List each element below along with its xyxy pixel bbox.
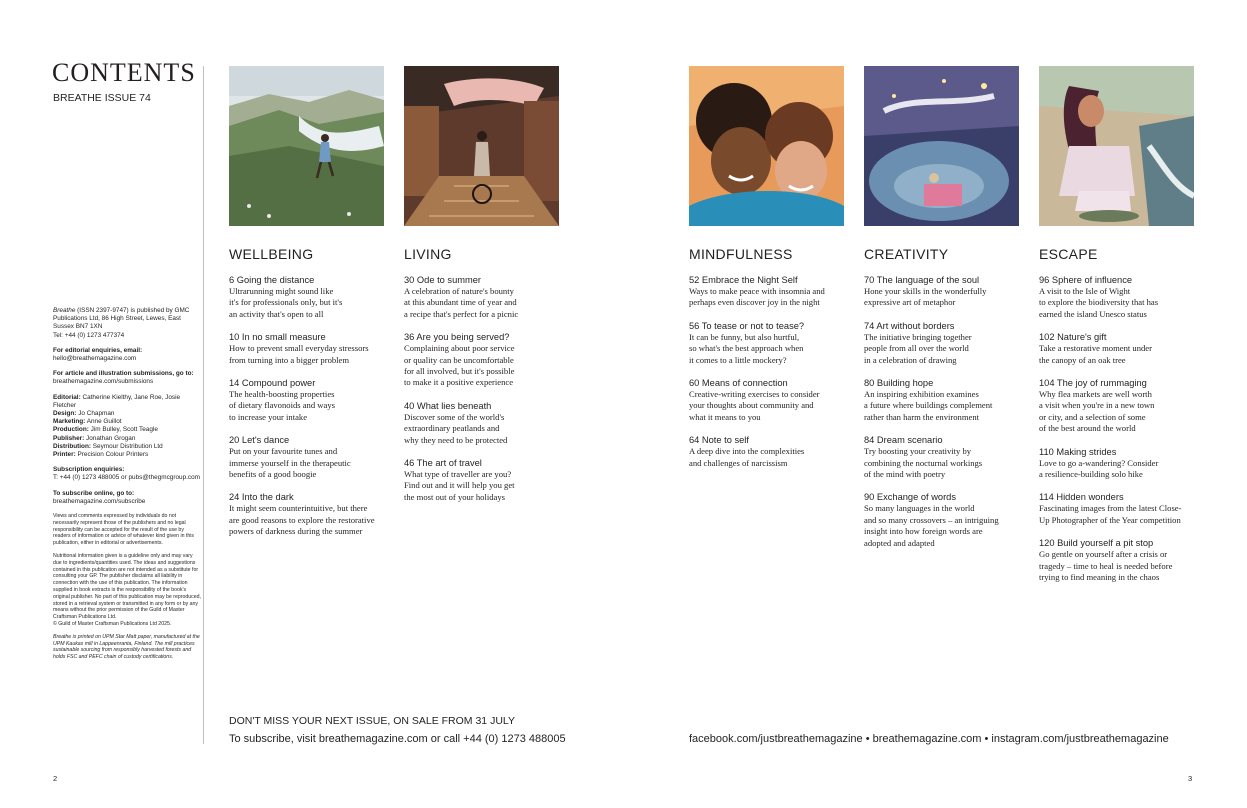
article-title: 90 Exchange of words xyxy=(864,492,956,503)
page-number-left: 2 xyxy=(53,774,58,783)
imprint-submissions: For article and illustration submissions, go to: breathemagazine.com/submissions xyxy=(53,370,194,386)
next-issue-notice: DON'T MISS YOUR NEXT ISSUE, ON SALE FROM 31 JULY xyxy=(229,715,515,727)
article-entry[interactable] xyxy=(689,320,847,366)
escape-illustration-hiker xyxy=(1039,66,1194,226)
article-description: The initiative bringing together people from all over the world in a celebration of drawing xyxy=(864,331,972,365)
article-description: Take a restorative moment under the canopy of an oak tree xyxy=(1039,343,1152,365)
section-heading: LIVING xyxy=(404,246,452,262)
article-title: 104 The joy of rummaging xyxy=(1039,378,1147,389)
article-entry[interactable] xyxy=(1039,274,1197,320)
article-description: Ultrarunning might sound like it's for professionals only, but it's an activity that's open to all xyxy=(229,286,343,319)
section-mindfulness xyxy=(689,246,847,480)
article-entry[interactable] xyxy=(404,400,562,446)
article-title: 70 The language of the soul xyxy=(864,275,980,285)
article-title: 74 Art without borders xyxy=(864,320,955,331)
article-description: A visit to the Isle of Wight to explore the biodiversity that has earned the island Unesco status xyxy=(1039,286,1159,319)
disclaimer-views: Views and comments expressed by individuals do not necessarily represent those of the publishers and no legal responsibility can be accepted for the result of the use by readers of information or advice of whatever kind given in this publication, either in editorial or advertisements. xyxy=(53,513,194,547)
contents-title: CONTENTS xyxy=(52,58,196,87)
editorial-email-link[interactable]: hello@breathemagazine.com xyxy=(53,355,137,363)
article-title: 20 Let's dance xyxy=(229,435,290,446)
section-heading: MINDFULNESS xyxy=(689,246,793,262)
article-description: Ways to make peace with insomnia and perhaps even discover joy in the night xyxy=(689,286,825,308)
section-heading: ESCAPE xyxy=(1039,246,1098,262)
column-divider xyxy=(203,66,204,744)
issue-label: BREATHE ISSUE 74 xyxy=(53,92,151,104)
living-illustration-market xyxy=(404,66,559,226)
article-title: 10 In no small measure xyxy=(229,332,326,343)
article-title: 64 Note to self xyxy=(689,435,749,446)
section-heading: CREATIVITY xyxy=(864,246,949,262)
article-description: Discover some of the world's extraordinary peatlands and why they need to be protected xyxy=(404,411,508,445)
article-entry[interactable] xyxy=(404,331,562,389)
section-wellbeing xyxy=(229,246,387,549)
article-description: Go gentle on yourself after a crisis or tragedy – time to heal is needed before trying to find meaning in the chaos xyxy=(1039,549,1173,583)
subscribe-line[interactable]: To subscribe, visit breathemagazine.com or call +44 (0) 1273 488005 xyxy=(229,733,566,745)
article-entry[interactable] xyxy=(229,274,387,320)
article-title: 102 Nature's gift xyxy=(1039,332,1107,343)
article-entry[interactable] xyxy=(404,457,562,503)
article-title: 6 Going the distance xyxy=(229,275,315,285)
article-entry[interactable] xyxy=(689,434,847,469)
article-title: 52 Embrace the Night Self xyxy=(689,275,798,285)
article-title: 80 Building hope xyxy=(864,378,934,389)
article-entry[interactable] xyxy=(864,491,1022,549)
article-title: 14 Compound power xyxy=(229,378,316,389)
article-entry[interactable] xyxy=(1039,331,1197,366)
article-description: Complaining about poor service or quality can be uncomfortable for all involved, but it's possible to make it a positive experience xyxy=(404,343,515,388)
article-description: An inspiring exhibition examines a future where buildings complement rather than harm the environment xyxy=(864,389,993,422)
paper-note: Breathe is printed on UPM Star Matt paper, manufactured at the UPM Kaukas mill in Lappeenranta, Finland. The mill practices sustainable sourcing from responsibly harvested forests and holds FSC and PEFC chain of custody certifications. xyxy=(53,633,200,661)
article-entry[interactable] xyxy=(229,491,387,537)
article-entry[interactable] xyxy=(1039,446,1197,481)
article-title: 110 Making strides xyxy=(1039,446,1117,457)
subscribe-link[interactable]: breathemagazine.com/subscribe xyxy=(53,497,146,505)
article-description: What type of traveller are you? Find out and it will help you get the most out of your holidays xyxy=(404,469,515,502)
section-creativity xyxy=(864,246,1022,560)
creativity-illustration-dream xyxy=(864,66,1019,226)
article-entry[interactable] xyxy=(229,331,387,366)
article-entry[interactable] xyxy=(1039,491,1197,526)
article-title: 84 Dream scenario xyxy=(864,435,943,446)
disclaimer-nutrition: Nutritional information given is a guideline only and may vary due to ingredients/quantities used. The ideas and suggestions contained in this publication are not intended as a substitute for consulting your GP. The publisher disclaims all liability in connection with the use of this publication. The information supplied in book extracts is the responsibility of the book's original publisher. No part of this publication may be reproduced, stored in a retrieval system or transmitted in any form or by any means without the prior permission of the Guild of Master Craftsman Publications Ltd. © Guild of Master Craftsman Publications Ltd 2025. xyxy=(53,553,201,628)
article-entry[interactable] xyxy=(229,434,387,480)
wellbeing-illustration-runner xyxy=(229,66,384,226)
article-description: How to prevent small everyday stressors from turning into a bigger problem xyxy=(229,343,369,365)
article-description: The health-boosting properties of dietary flavonoids and ways to increase your intake xyxy=(229,389,335,422)
article-title: 36 Are you being served? xyxy=(404,332,510,343)
article-description: Creative-writing exercises to consider your thoughts about community and what it means to you xyxy=(689,389,820,422)
article-description: A celebration of nature's bounty at this abundant time of year and a recipe that's perfect for a picnic xyxy=(404,286,519,319)
article-entry[interactable] xyxy=(404,274,562,320)
imprint-online: To subscribe online, go to: breathemagazine.com/subscribe xyxy=(53,489,146,505)
imprint-editorial-contact: For editorial enquiries, email: hello@breathemagazine.com xyxy=(53,346,143,363)
article-entry[interactable] xyxy=(1039,377,1197,435)
mindfulness-illustration-friends xyxy=(689,66,844,226)
article-title: 60 Means of connection xyxy=(689,378,788,389)
article-description: Why flea markets are well worth a visit when you're in a new town or city, and a selection of some of the best around the world xyxy=(1039,389,1155,434)
article-title: 40 What lies beneath xyxy=(404,400,492,411)
article-title: 96 Sphere of influence xyxy=(1039,275,1133,285)
article-description: So many languages in the world and so many crossovers – an intriguing insight into how foreign words are adopted and adapted xyxy=(864,503,999,548)
page-number-right: 3 xyxy=(1188,774,1193,783)
submissions-link[interactable]: breathemagazine.com/submissions xyxy=(53,378,154,386)
article-description: Love to go a-wandering? Consider a resilience-building solo hike xyxy=(1039,457,1159,480)
article-title: 46 The art of travel xyxy=(404,458,482,469)
article-entry[interactable] xyxy=(864,274,1022,309)
section-living xyxy=(404,246,562,514)
article-entry[interactable] xyxy=(229,377,387,423)
article-entry[interactable] xyxy=(1039,537,1197,583)
article-entry[interactable] xyxy=(864,434,1022,480)
article-entry[interactable] xyxy=(864,320,1022,366)
social-links[interactable]: facebook.com/justbreathemagazine • breathemagazine.com • instagram.com/justbreathemagazine xyxy=(689,733,1169,745)
imprint-staff: Editorial: Catherine Kielthy, Jane Roe, Josie Fletcher Design: Jo Chapman Marketing: Anne Guillot Production: Jim Bulley, Scott Teagle Publisher: Jonathan Grogan Distribution: Seymour Distribution Ltd Printer: Precision Colour Printers xyxy=(53,393,181,459)
imprint-subscriptions: Subscription enquiries: T: +44 (0) 1273 488005 or pubs@thegmcgroup.com xyxy=(53,466,200,482)
article-title: 56 To tease or not to tease? xyxy=(689,320,805,331)
imprint-publisher: Breathe (ISSN 2397-9747) is published by GMC Publications Ltd, 86 High Street, Lewes, East Sussex BN7 1XN Tel: +44 (0) 1273 477374 xyxy=(53,307,190,339)
article-description: Hone your skills in the wonderfully expressive art of metaphor xyxy=(864,286,987,308)
section-heading: WELLBEING xyxy=(229,246,314,262)
article-title: 30 Ode to summer xyxy=(404,275,481,285)
article-entry[interactable] xyxy=(864,377,1022,423)
article-title: 114 Hidden wonders xyxy=(1039,492,1124,503)
article-description: A deep dive into the complexities and challenges of narcissism xyxy=(689,446,805,468)
article-description: Put on your favourite tunes and immerse yourself in the therapeutic benefits of a good boogie xyxy=(229,446,351,480)
article-title: 120 Build yourself a pit stop xyxy=(1039,538,1154,549)
section-escape xyxy=(1039,246,1197,595)
article-description: It can be funny, but also hurtful, so what's the best approach when it comes to a little mockery? xyxy=(689,331,804,365)
article-entry[interactable] xyxy=(689,274,847,309)
imprint xyxy=(53,307,201,667)
article-title: 24 Into the dark xyxy=(229,492,294,503)
article-entry[interactable] xyxy=(689,377,847,423)
article-description: Try boosting your creativity by combining the nocturnal workings of the mind with poetry xyxy=(864,446,983,480)
article-description: It might seem counterintuitive, but there are good reasons to explore the restorative powers of darkness during the summer xyxy=(229,503,375,537)
article-description: Fascinating images from the latest Close- Up Photographer of the Year competition xyxy=(1039,503,1182,525)
